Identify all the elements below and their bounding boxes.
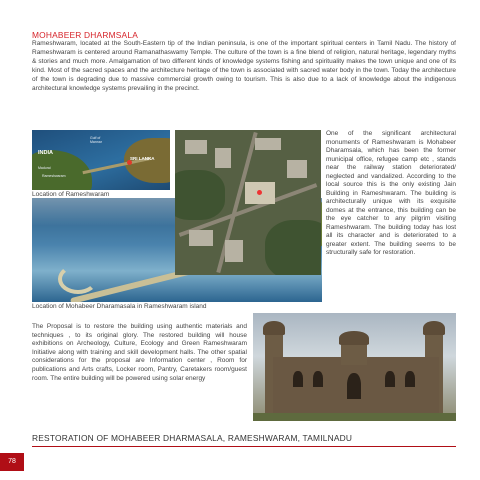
building-block <box>215 148 231 168</box>
footer-rule <box>32 446 456 447</box>
building-block <box>185 140 207 154</box>
side-paragraph: One of the significant architectural monuments of Rameshwaram is Mohabeer Dharamsala, which has been the former municipal office, refugee camp etc , stands near the railway station deteriorated/ neglected and vandalized. According to the local source this is the only existing Jain Building in Rameshwaram. The building is architecturally unique with its exquisite domes at the entrance, this building can be the eye catcher to any pilgrim visiting Rameshwaram. The building today has lost all its character and is deteriorated to a greater extent. The building seems to be structurally safe for restoration. <box>326 130 456 256</box>
building-block <box>255 138 281 150</box>
location-caption: Location of Rameshwaram <box>32 191 110 198</box>
map-label-small-2: Rameshwaram <box>42 174 66 178</box>
photo-window <box>405 371 415 387</box>
proposal-paragraph: The Proposal is to restore the building using authentic materials and techniques , to its original glory. The restored building will house exhibitions on Archeology, Culture, Ecology and Green Rameshwaram Initiative along with training and skill development halls. The other spatial considerations for the proposal are Information center , Room for publications and Arts crafts, Locker room, Pantry, Caretakers room/guest room. The entire building will be powered using solar energy <box>32 323 247 382</box>
map-label-india: INDIA <box>38 150 53 156</box>
location-map-image <box>32 130 170 190</box>
building-block <box>189 230 213 246</box>
green-patch <box>175 170 225 220</box>
site-aerial-image <box>175 130 321 275</box>
map-label-small-1: Madurai <box>38 166 51 170</box>
site-marker-icon <box>257 190 262 195</box>
photo-window <box>293 371 303 387</box>
page-title: MOHABEER DHARMSALA <box>32 30 138 40</box>
photo-ground <box>253 413 456 421</box>
intro-paragraph: Rameshwaram, located at the South-Eastern tip of the Indian peninsula, is one of the important spiritual centers in Tamil Nadu. The history of Rameshwaram is centered around Ramanathaswamy Temple. The culture of the town is a fine blend of religion, natural heritage, legendary myths & stories and much more. Amalgamation of two different kinds of knowledge systems fishing and spirituality makes the town unique and one of its kind. Most of the sacred spaces and the architecture heritage of the town is associated with sacred water body in the town. Today the architecture of the town is degrading due to massive commercial growth owing to tourism. This is also due to a lack of knowledge about the indigenous architectural knowledge systems prevailing in the precinct. <box>32 40 456 92</box>
map-label-srilanka: SRI LANKA <box>130 156 155 161</box>
photo-dome <box>423 321 445 335</box>
island-caption: Location of Mohabeer Dharamasala in Rameshwaram island <box>32 303 207 310</box>
photo-window <box>313 371 323 387</box>
building-block <box>225 240 243 262</box>
building-photo <box>253 313 456 421</box>
sand-hook <box>58 264 98 294</box>
green-patch <box>265 220 321 275</box>
page-number: 78 <box>0 453 24 471</box>
photo-dome <box>263 321 285 335</box>
building-block <box>287 160 307 178</box>
photo-door <box>347 373 361 399</box>
map-label-gulf: Gulf of Mannar <box>90 136 102 144</box>
footer-title: RESTORATION OF MOHABEER DHARMASALA, RAMESHWARAM, TAMILNADU <box>32 433 353 443</box>
photo-dome <box>339 331 369 345</box>
photo-window <box>385 371 395 387</box>
